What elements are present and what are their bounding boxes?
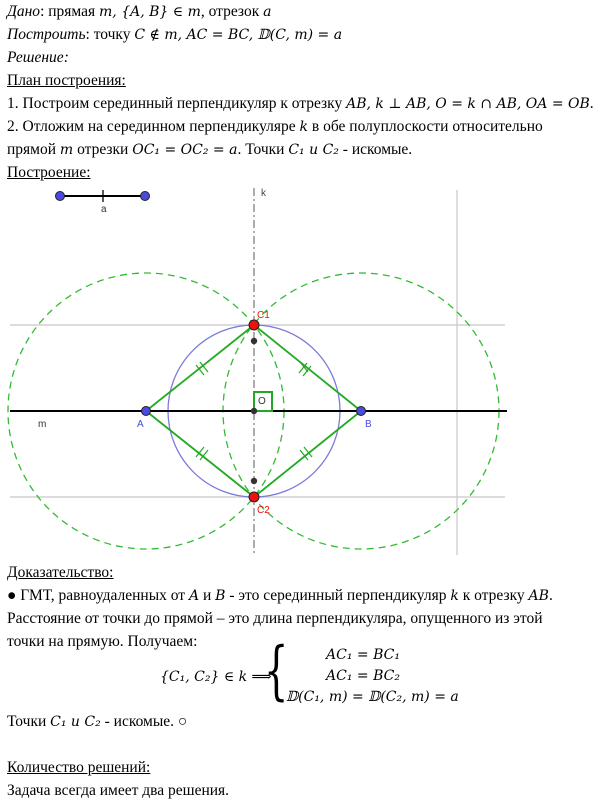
label-point-c2: C2 [257, 505, 270, 516]
point-o [251, 408, 257, 414]
label-point-c1: C1 [257, 310, 270, 321]
count-heading: Количество решений: [7, 759, 151, 776]
solution-label: Решение: [7, 49, 69, 66]
proof-line-1: ● ГМТ, равноудаленных от A и B - это серединный перпендикуляр k к отрезку AB. [7, 587, 553, 604]
segment-a-endpoint-left [56, 192, 65, 201]
system-brace: { [264, 634, 289, 708]
plan-step-1: 1. Построим серединный перпендикуляр к отрезку AB, k ⊥ AB, O = k ∩ AB, OA = OB. [7, 95, 594, 112]
segment-a-endpoint-right [141, 192, 150, 201]
plan-step-2-cont: прямой m отрезки OC₁ = OC₂ = a. Точки C₁ и C₂ - искомые. [7, 141, 413, 158]
construct-label: Построить [7, 26, 86, 43]
point-aux-bottom [251, 478, 257, 484]
proof-system [160, 634, 460, 717]
proof-line-2: Расстояние от точки до прямой – это длина перпендикуляра, опущенного из этой [7, 610, 543, 627]
construction-figure [0, 185, 600, 555]
plan-step-2: 2. Отложим на серединном перпендикуляре k в обе полуплоскости относительно [7, 118, 543, 135]
system-row-3: 𝔻(C₁, m) = 𝔻(C₂, m) = a [286, 689, 459, 705]
segment-a-c1 [146, 325, 254, 411]
count-text: Задача всегда имеет два решения. [7, 782, 230, 799]
proof-line-3: точки на прямую. Получаем: [7, 633, 198, 650]
segment-c1-b [254, 325, 361, 411]
label-point-a: A [137, 419, 144, 430]
label-k: k [261, 188, 266, 199]
point-a [142, 407, 151, 416]
system-set: {C₁, C₂} ∈ k ⟹ [160, 669, 272, 685]
point-c2 [249, 492, 259, 502]
construct-line: Построить: точку C ∉ m, AC = BC, 𝔻(C, m) = a [7, 26, 343, 43]
label-m: m [38, 419, 47, 430]
proof-conclusion: Точки C₁ и C₂ - искомые. ○ [7, 713, 188, 730]
system-row-2: AC₁ = BC₂ [326, 668, 400, 684]
point-aux-top [251, 338, 257, 344]
proof-heading: Доказательство: [7, 564, 114, 581]
given-line: Дано: прямая m, {A, B} ∈ m, отрезок a [7, 3, 272, 20]
label-point-b: B [365, 419, 372, 430]
construction-heading: Построение: [7, 164, 91, 181]
system-row-1: AC₁ = BC₁ [326, 647, 400, 663]
label-point-o: O [258, 396, 266, 407]
plan-heading: План построения: [7, 72, 126, 89]
segment-b-c2 [254, 411, 361, 497]
segment-c2-a [146, 411, 254, 497]
label-a: a [101, 204, 107, 215]
point-b [357, 407, 366, 416]
given-label: Дано [7, 3, 41, 20]
point-c1 [249, 320, 259, 330]
